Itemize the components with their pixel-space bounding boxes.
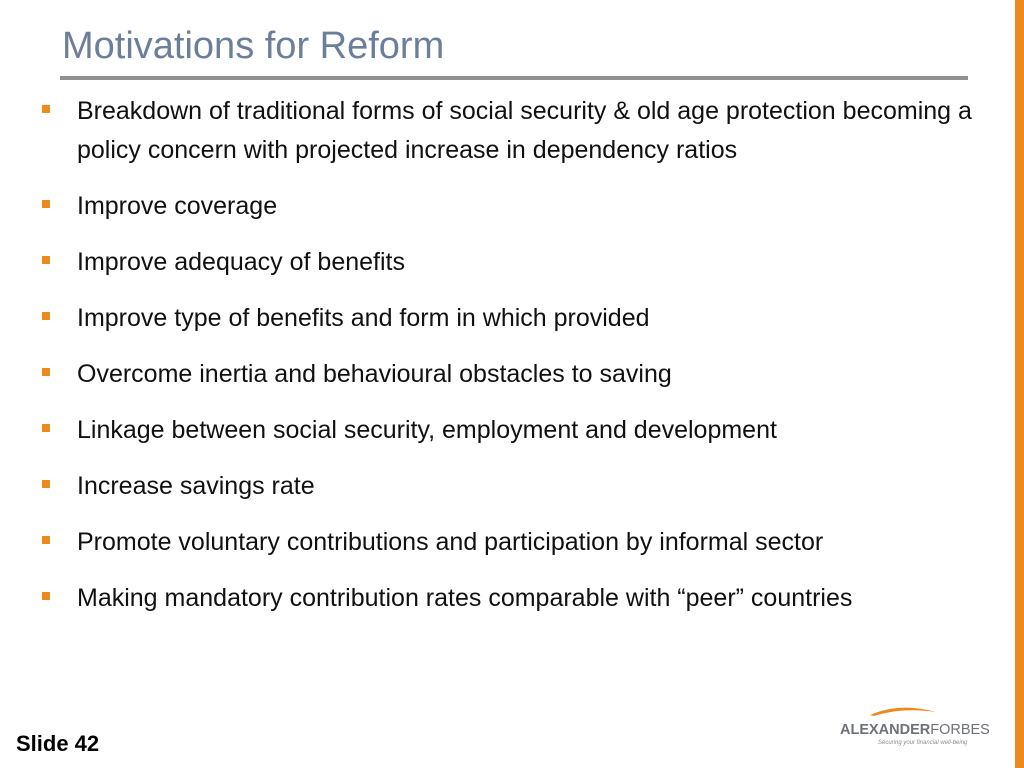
right-accent-bar bbox=[1015, 0, 1024, 768]
list-item bbox=[38, 523, 998, 562]
bullet-text: Promote voluntary contributions and participation by informal sector bbox=[77, 528, 824, 556]
bullet-text: Improve adequacy of benefits bbox=[77, 248, 405, 276]
square-bullet-icon bbox=[42, 480, 50, 488]
logo-swoosh-icon bbox=[870, 708, 936, 716]
bullet-text: Improve type of benefits and form in which provided bbox=[77, 304, 650, 332]
list-item bbox=[38, 411, 998, 450]
square-bullet-icon bbox=[42, 592, 50, 600]
bullet-text: Increase savings rate bbox=[77, 472, 315, 500]
slide-title: Motivations for Reform bbox=[62, 25, 445, 67]
list-item bbox=[38, 92, 998, 170]
square-bullet-icon bbox=[42, 105, 50, 113]
square-bullet-icon bbox=[42, 256, 50, 264]
list-item bbox=[38, 579, 998, 618]
title-underline bbox=[60, 76, 968, 80]
list-item bbox=[38, 355, 998, 394]
logo-brand-text: ALEXANDERFORBES bbox=[840, 722, 990, 738]
square-bullet-icon bbox=[42, 312, 50, 320]
square-bullet-icon bbox=[42, 200, 50, 208]
list-item bbox=[38, 243, 998, 282]
bullet-text: Improve coverage bbox=[77, 192, 278, 220]
bullet-text: Breakdown of traditional forms of social security & old age protection becoming a policy concern with projected increase in dependency ratios bbox=[77, 97, 972, 164]
list-item bbox=[38, 187, 998, 226]
slide-number: Slide 42 bbox=[16, 731, 100, 756]
bullet-text: Making mandatory contribution rates comparable with “peer” countries bbox=[77, 584, 853, 612]
bullet-list bbox=[38, 92, 998, 635]
logo-tagline: Securing your financial well-being bbox=[878, 740, 968, 746]
square-bullet-icon bbox=[42, 368, 50, 376]
square-bullet-icon bbox=[42, 536, 50, 544]
bullet-text: Overcome inertia and behavioural obstacles to saving bbox=[77, 360, 672, 388]
list-item bbox=[38, 467, 998, 506]
bullet-text: Linkage between social security, employment and development bbox=[77, 416, 777, 444]
list-item bbox=[38, 299, 998, 338]
square-bullet-icon bbox=[42, 424, 50, 432]
alexander-forbes-logo bbox=[838, 698, 1002, 750]
